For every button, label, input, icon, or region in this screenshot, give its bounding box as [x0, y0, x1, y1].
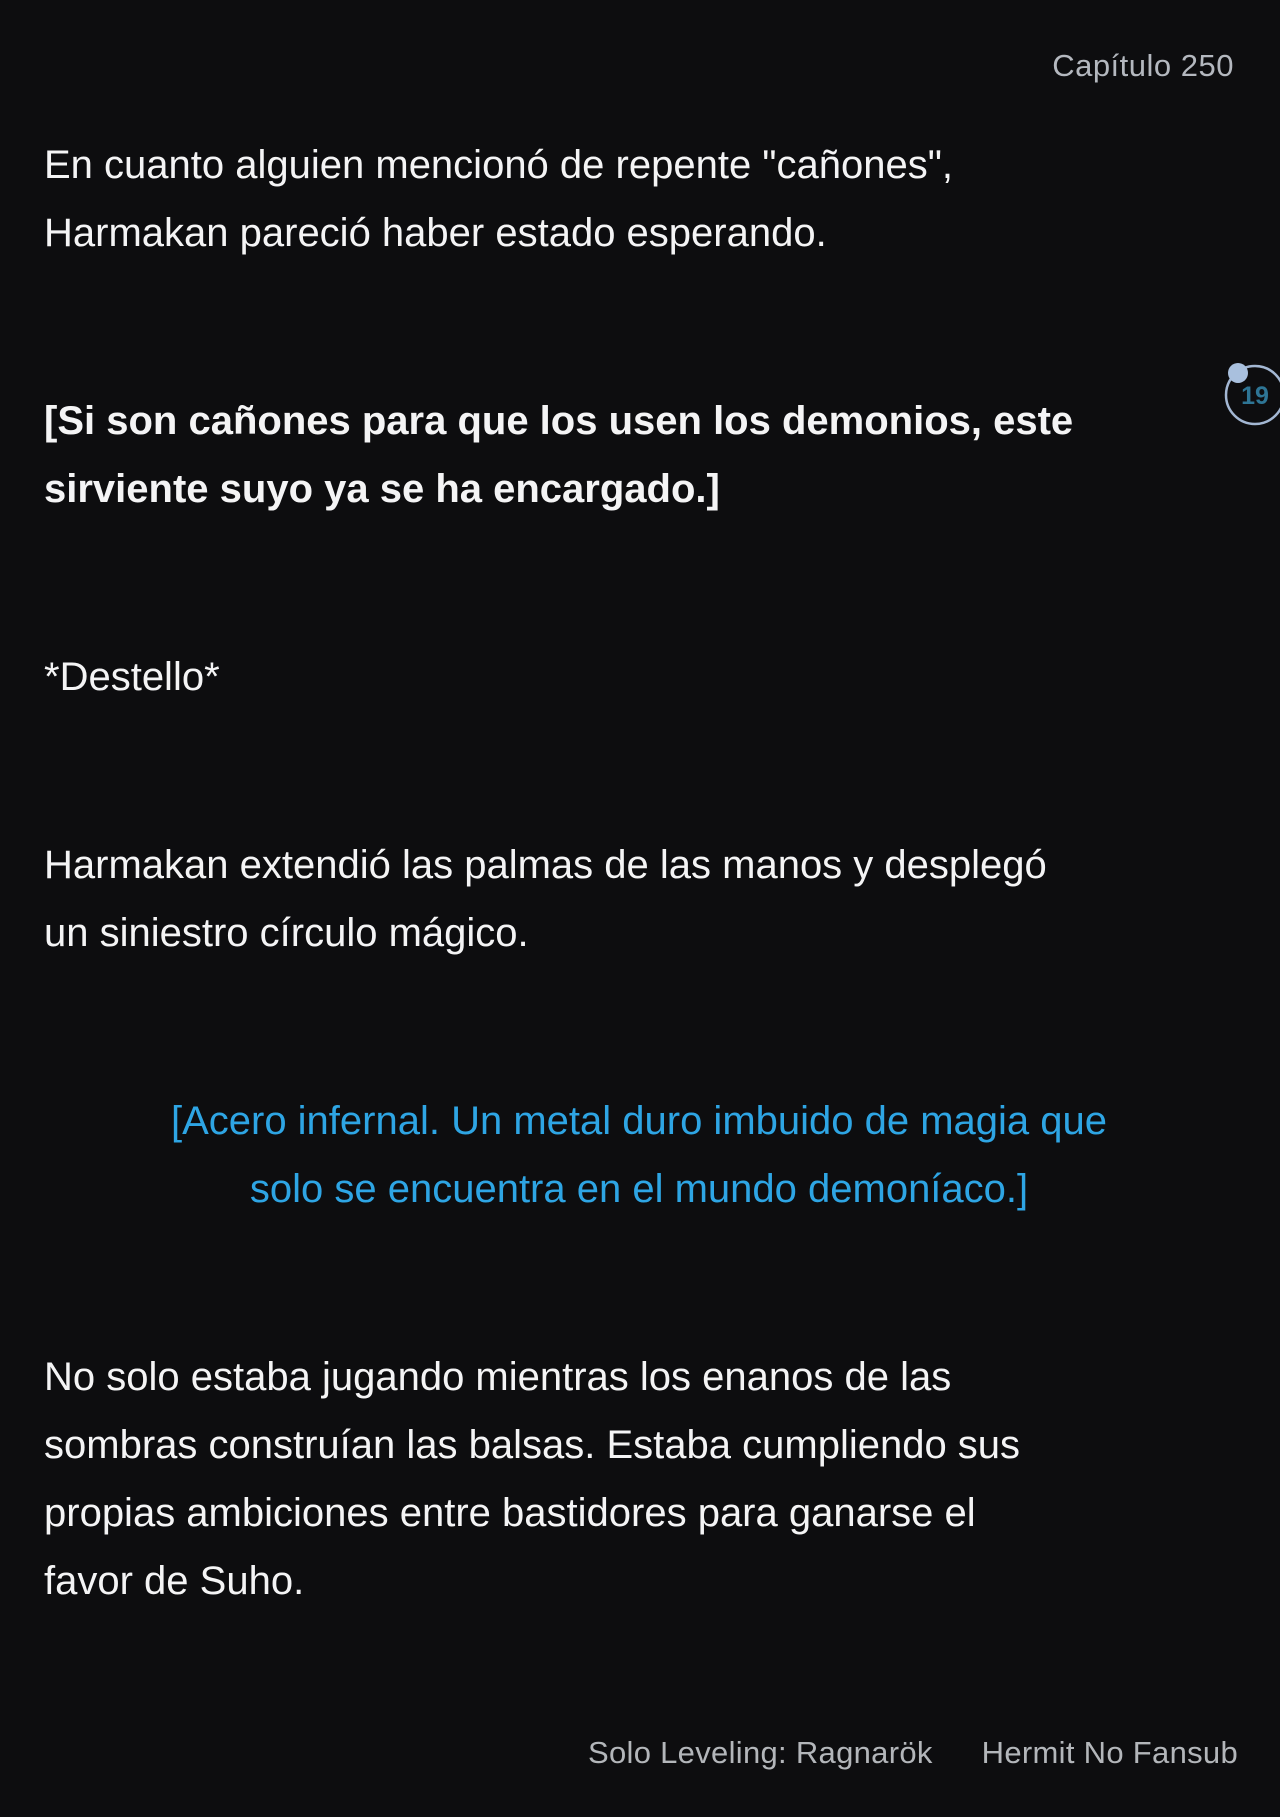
paragraph: [44, 1343, 1234, 1615]
paragraph-line: Harmakan extendió las palmas de las manos y desplegó: [44, 843, 1047, 887]
annotation-dot-icon: [1228, 363, 1248, 383]
annotation-count-value: 19: [1241, 382, 1269, 410]
paragraph-line: sombras construían las balsas. Estaba cumpliendo sus: [44, 1423, 1021, 1467]
paragraph-sound-effect: [44, 643, 1234, 711]
paragraph-line: [Si son cañones para que los usen los demonios, este: [44, 399, 1074, 443]
paragraph-skill-description: [44, 1087, 1234, 1223]
paragraph-system-message: [44, 387, 1234, 523]
paragraph-line: No solo estaba jugando mientras los enanos de las: [44, 1355, 952, 1399]
paragraph: [44, 131, 1234, 267]
paragraph-line: *Destello*: [44, 655, 220, 699]
footer-fansub-credit: Hermit No Fansub: [981, 1735, 1238, 1770]
paragraph-line: Harmakan pareció haber estado esperando.: [44, 211, 827, 255]
paragraph-line: favor de Suho.: [44, 1559, 305, 1603]
annotation-count-badge[interactable]: [1222, 356, 1280, 432]
annotation-circle-icon: [1222, 356, 1280, 432]
page-footer: [0, 1734, 1238, 1771]
paragraph-line: solo se encuentra en el mundo demoníaco.]: [249, 1167, 1029, 1211]
paragraph: [44, 831, 1234, 967]
footer-book-title: Solo Leveling: Ragnarök: [587, 1735, 933, 1770]
paragraph-line: [Acero infernal. Un metal duro imbuido de magia que: [170, 1099, 1108, 1143]
paragraph-line: un siniestro círculo mágico.: [44, 911, 529, 955]
paragraph-line: propias ambiciones entre bastidores para ganarse el: [44, 1491, 976, 1535]
paragraph-line: En cuanto alguien mencionó de repente "cañones",: [44, 143, 954, 187]
chapter-label: Capítulo 250: [1052, 48, 1234, 83]
paragraph-line: sirviente suyo ya se ha encargado.]: [44, 467, 720, 511]
